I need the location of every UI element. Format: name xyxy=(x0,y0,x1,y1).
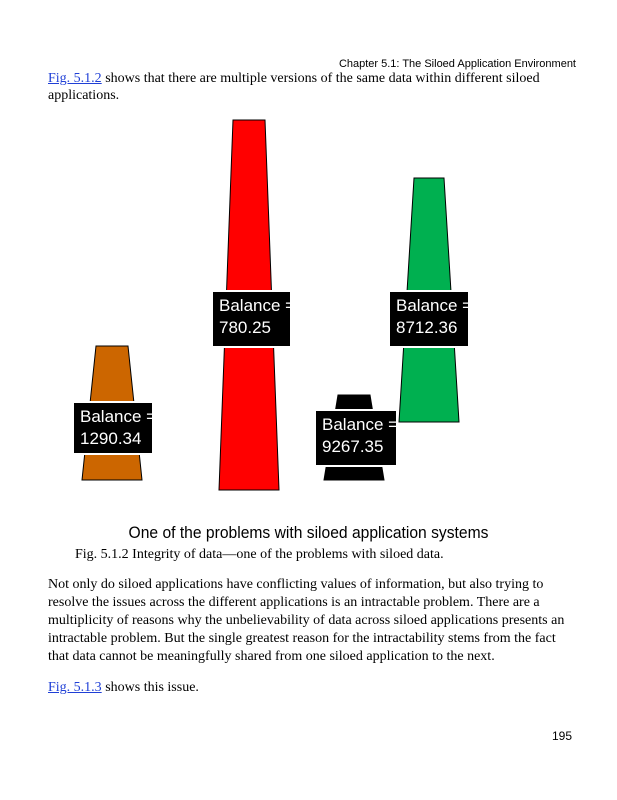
silo-label-line: Balance = xyxy=(396,296,473,315)
figure-reference xyxy=(48,680,199,696)
silo-label-orange xyxy=(72,401,157,455)
silo-label-value: 8712.36 xyxy=(396,318,458,337)
silo-label-red xyxy=(211,290,296,348)
intro-paragraph xyxy=(48,70,588,104)
intro-text: shows that there are multiple versions of the same data within different siloed applications. xyxy=(48,71,540,103)
silo-label-line: Balance = xyxy=(80,407,157,426)
figure-link[interactable]: Fig. 5.1.3 xyxy=(48,680,102,695)
silo-label-value: 9267.35 xyxy=(322,437,384,456)
figure-reference-text: shows this issue. xyxy=(101,680,199,695)
figure-link[interactable]: Fig. 5.1.2 xyxy=(48,71,102,86)
page-number: 195 xyxy=(551,729,572,743)
figure-heading: One of the problems with siloed application systems xyxy=(128,523,489,542)
silo-label-green xyxy=(388,290,473,348)
silo-label-value: 780.25 xyxy=(219,318,271,337)
body-paragraph: Not only do siloed applications have conflicting values of information, but also trying to resolve the issues across the different applications is an intractable problem. There are a multiplicity of reasons why the unbelievability of data across siloed applications presents an intractable problem. But the single greatest reason for the intractability stems from the fact that data cannot be meaningfully shared from one siloed application to the next. xyxy=(48,577,565,664)
silo-label-value: 1290.34 xyxy=(80,429,142,448)
silo-figure xyxy=(0,110,617,510)
silo-label-line: Balance = xyxy=(322,415,399,434)
figure-caption: Fig. 5.1.2 Integrity of data—one of the problems with siloed data. xyxy=(75,547,444,562)
chapter-header: Chapter 5.1: The Siloed Application Environment xyxy=(338,58,576,70)
silo-label-black xyxy=(314,409,398,467)
silo-label-line: Balance = xyxy=(219,296,296,315)
